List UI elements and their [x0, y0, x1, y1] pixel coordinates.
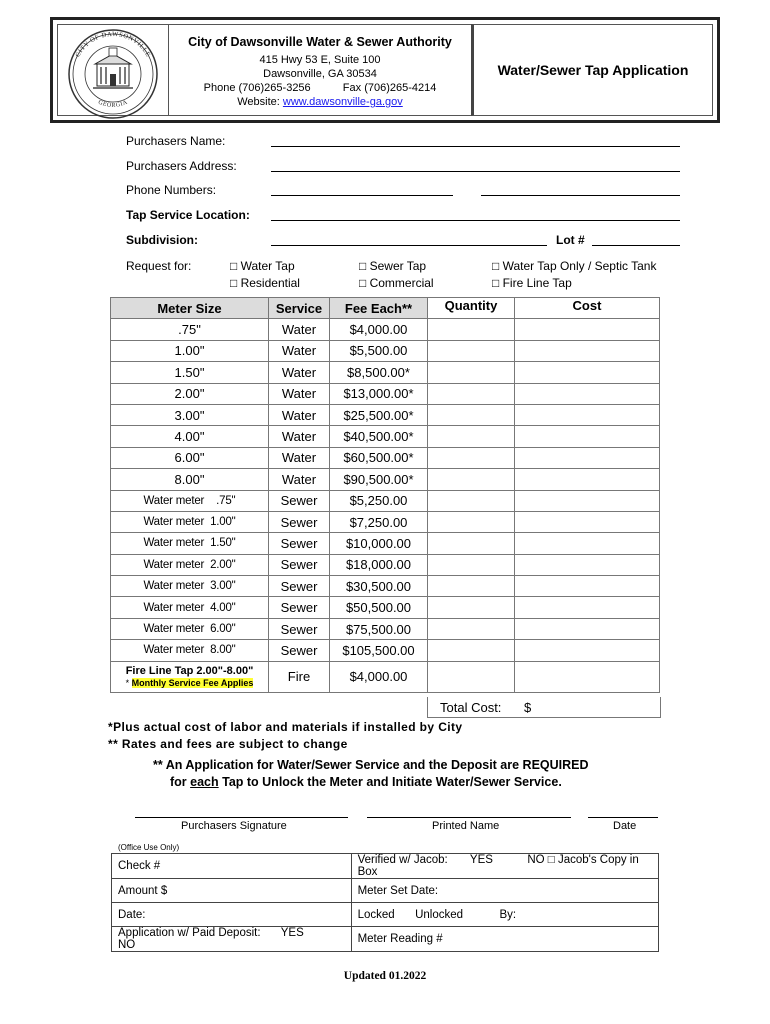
- quantity-cell[interactable]: [428, 661, 515, 692]
- water-tap-option[interactable]: [230, 259, 295, 273]
- org-contact: [169, 81, 471, 95]
- quantity-cell[interactable]: [428, 533, 515, 554]
- cost-cell[interactable]: [515, 319, 660, 340]
- meter-size-cell: 1.00": [111, 340, 269, 361]
- total-cost-box: [427, 697, 661, 718]
- cost-cell[interactable]: [515, 511, 660, 532]
- cost-cell[interactable]: [515, 618, 660, 639]
- org-address-line2: Dawsonville, GA 30534: [263, 68, 377, 80]
- purchaser-signature-line[interactable]: [135, 817, 348, 818]
- title-cell: [471, 24, 713, 116]
- quantity-cell[interactable]: [428, 597, 515, 618]
- meter-size-cell: Water meter 3.00": [111, 576, 269, 597]
- fee-row: [111, 404, 660, 425]
- requirement-pre: for: [170, 775, 191, 789]
- fee-row: [111, 319, 660, 340]
- purchaser-address-line[interactable]: [271, 171, 680, 172]
- meter-size-header: Meter Size: [111, 298, 269, 319]
- meter-size-cell: 3.00": [111, 404, 269, 425]
- service-cell: Sewer: [269, 511, 330, 532]
- service-cell: Water: [269, 404, 330, 425]
- total-cost-label: Total Cost:: [440, 700, 502, 715]
- meter-size-cell: Water meter 6.00": [111, 618, 269, 639]
- office-row: [112, 903, 659, 927]
- lock-status-cell[interactable]: [351, 903, 658, 927]
- phone-numbers-label: Phone Numbers:: [126, 183, 217, 197]
- residential-option[interactable]: [230, 276, 300, 290]
- checkbox-icon[interactable]: □: [359, 276, 367, 290]
- app-paid-yes[interactable]: YES: [280, 927, 304, 939]
- quantity-cell[interactable]: [428, 383, 515, 404]
- cost-cell[interactable]: [515, 426, 660, 447]
- cost-cell[interactable]: [515, 362, 660, 383]
- quantity-cell[interactable]: [428, 362, 515, 383]
- meter-set-date-cell[interactable]: Meter Set Date:: [351, 879, 658, 903]
- service-cell: Sewer: [269, 554, 330, 575]
- phone-number-line-1[interactable]: [271, 195, 453, 196]
- fire-line-label: Fire Line Tap: [502, 276, 572, 290]
- verified-yes[interactable]: YES: [469, 854, 493, 866]
- fee-cell: $50,500.00: [330, 597, 428, 618]
- check-number-cell[interactable]: Check #: [112, 854, 352, 879]
- fire-size-cell: [111, 661, 269, 692]
- fire-line-option[interactable]: [492, 276, 572, 290]
- form-title: Water/Sewer Tap Application: [497, 62, 689, 78]
- app-paid-cell[interactable]: [112, 927, 352, 952]
- fee-cell: $18,000.00: [330, 554, 428, 575]
- checkbox-icon[interactable]: □: [492, 276, 500, 290]
- tap-location-line[interactable]: [271, 220, 680, 221]
- service-cell: Water: [269, 383, 330, 404]
- fee-row: [111, 447, 660, 468]
- checkbox-icon[interactable]: □: [359, 259, 367, 273]
- requirement-post: Tap to Unlock the Meter and Initiate Water/Sewer Service.: [218, 775, 562, 789]
- unlocked-option[interactable]: Unlocked: [415, 908, 464, 921]
- org-fax: Fax (706)265-4214: [342, 82, 437, 94]
- date-cell[interactable]: Date:: [112, 903, 352, 927]
- fee-cell: $75,500.00: [330, 618, 428, 639]
- fire-note: [111, 677, 268, 689]
- quantity-cell[interactable]: [428, 511, 515, 532]
- verified-no[interactable]: NO: [527, 854, 545, 866]
- office-row: [112, 879, 659, 903]
- total-cost-value[interactable]: $: [524, 700, 532, 715]
- phone-number-line-2[interactable]: [481, 195, 680, 196]
- fee-row: [111, 490, 660, 511]
- cost-cell[interactable]: [515, 469, 660, 490]
- verified-cell[interactable]: [351, 854, 658, 879]
- quantity-cell[interactable]: [428, 618, 515, 639]
- fire-row: [111, 661, 660, 692]
- quantity-cell[interactable]: [428, 469, 515, 490]
- app-paid-no[interactable]: NO: [118, 939, 136, 951]
- printed-name-line[interactable]: [367, 817, 571, 818]
- fee-cell: $60,500.00*: [330, 447, 428, 468]
- purchaser-address-label: Purchasers Address:: [126, 159, 237, 173]
- cost-cell[interactable]: [515, 404, 660, 425]
- requirement-line-1: ** An Application for Water/Sewer Service and the Deposit are REQUIRED: [153, 758, 589, 772]
- office-row: [112, 854, 659, 879]
- office-use-table: [111, 853, 659, 952]
- checkbox-icon[interactable]: □: [492, 259, 500, 273]
- org-website: [169, 95, 471, 109]
- sewer-tap-label: Sewer Tap: [369, 259, 427, 273]
- meter-size-cell: Water meter 8.00": [111, 640, 269, 661]
- meter-size-cell: 8.00": [111, 469, 269, 490]
- meter-reading-cell[interactable]: Meter Reading #: [351, 927, 658, 952]
- service-header: Service: [269, 298, 330, 319]
- fee-cell: $30,500.00: [330, 576, 428, 597]
- meter-size-cell: 1.50": [111, 362, 269, 383]
- purchaser-name-line[interactable]: [271, 146, 680, 147]
- fee-row: [111, 340, 660, 361]
- fire-fee-cell: $4,000.00: [330, 661, 428, 692]
- purchaser-signature-label: Purchasers Signature: [181, 820, 287, 832]
- fee-cell: $7,250.00: [330, 511, 428, 532]
- fee-cell: $8,500.00*: [330, 362, 428, 383]
- jacobs-copy-checkbox[interactable]: □ Jacob's Copy in Box: [357, 854, 639, 878]
- locked-option[interactable]: Locked: [357, 908, 395, 921]
- cost-cell[interactable]: [515, 640, 660, 661]
- water-tap-label: Water Tap: [240, 259, 295, 273]
- meter-size-cell: Water meter 4.00": [111, 597, 269, 618]
- lot-label: Lot #: [556, 233, 585, 247]
- service-cell: Sewer: [269, 490, 330, 511]
- service-cell: Sewer: [269, 597, 330, 618]
- quantity-cell[interactable]: [428, 576, 515, 597]
- fee-cell: $4,000.00: [330, 319, 428, 340]
- fee-table-header: [111, 298, 660, 319]
- request-for-label: Request for:: [126, 259, 192, 273]
- service-cell: Sewer: [269, 533, 330, 554]
- fee-row: [111, 618, 660, 639]
- note-labor-cost: *Plus actual cost of labor and materials if installed by City: [108, 720, 463, 734]
- service-cell: Sewer: [269, 576, 330, 597]
- meter-size-cell: Water meter 1.00": [111, 511, 269, 532]
- cost-cell[interactable]: [515, 447, 660, 468]
- fee-row: [111, 362, 660, 383]
- org-name: City of Dawsonville Water & Sewer Authority: [188, 35, 452, 49]
- form-header: [50, 17, 720, 123]
- tap-location-label: Tap Service Location:: [126, 208, 250, 222]
- requirement-emphasis: each: [190, 775, 219, 789]
- cost-cell[interactable]: [515, 533, 660, 554]
- website-label: Website:: [237, 96, 283, 108]
- by-label: By:: [499, 908, 517, 921]
- meter-size-cell: 4.00": [111, 426, 269, 447]
- quantity-cell[interactable]: [428, 554, 515, 575]
- updated-date: Updated 01.2022: [343, 970, 427, 982]
- fee-cell: $105,500.00: [330, 640, 428, 661]
- service-cell: Water: [269, 447, 330, 468]
- fee-cell: $90,500.00*: [330, 469, 428, 490]
- fee-row: [111, 597, 660, 618]
- requirement-line-2: [170, 775, 562, 789]
- meter-size-cell: 6.00": [111, 447, 269, 468]
- printed-name-label: Printed Name: [432, 820, 500, 832]
- service-cell: Water: [269, 469, 330, 490]
- checkbox-icon[interactable]: □: [230, 276, 238, 290]
- checkbox-icon[interactable]: □: [230, 259, 238, 273]
- service-cell: Sewer: [269, 640, 330, 661]
- fee-cell: $25,500.00*: [330, 404, 428, 425]
- service-cell: Water: [269, 340, 330, 361]
- subdivision-label: Subdivision:: [126, 233, 198, 247]
- svg-text:CITY OF DAWSONVILLE: CITY OF DAWSONVILLE: [74, 30, 152, 59]
- residential-label: Residential: [240, 276, 300, 290]
- fee-row: [111, 511, 660, 532]
- office-row: [112, 927, 659, 952]
- org-info: [169, 24, 471, 116]
- website-link[interactable]: www.dawsonville-ga.gov: [282, 96, 403, 108]
- meter-size-cell: Water meter .75": [111, 490, 269, 511]
- water-only-septic-option[interactable]: [492, 259, 656, 273]
- cost-cell[interactable]: [515, 597, 660, 618]
- fee-table: [110, 297, 660, 693]
- sewer-tap-option[interactable]: [359, 259, 426, 273]
- quantity-cell[interactable]: [428, 404, 515, 425]
- logo-cell: [57, 24, 169, 116]
- fire-note-star: *: [125, 677, 132, 688]
- amount-cell[interactable]: Amount $: [112, 879, 352, 903]
- service-cell: Water: [269, 426, 330, 447]
- quantity-cell[interactable]: [428, 490, 515, 511]
- city-seal-logo: [61, 26, 165, 122]
- fee-cell: $13,000.00*: [330, 383, 428, 404]
- fee-header: Fee Each**: [330, 298, 428, 319]
- verified-label: Verified w/ Jacob:: [357, 854, 448, 866]
- quantity-cell[interactable]: [428, 447, 515, 468]
- fire-service-cell: Fire: [269, 661, 330, 692]
- fee-row: [111, 383, 660, 404]
- quantity-cell[interactable]: [428, 319, 515, 340]
- cost-cell[interactable]: [515, 554, 660, 575]
- cost-header: Cost: [515, 298, 660, 319]
- meter-size-cell: Water meter 1.50": [111, 533, 269, 554]
- fee-cell: $5,500.00: [330, 340, 428, 361]
- date-label: Date: [613, 820, 637, 832]
- date-line[interactable]: [588, 817, 658, 818]
- meter-size-cell: Water meter 2.00": [111, 554, 269, 575]
- quantity-cell[interactable]: [428, 426, 515, 447]
- fee-cell: $40,500.00*: [330, 426, 428, 447]
- quantity-cell[interactable]: [428, 340, 515, 361]
- fee-row: [111, 640, 660, 661]
- cost-cell[interactable]: [515, 383, 660, 404]
- office-use-label: (Office Use Only): [118, 843, 180, 852]
- svg-text:GEORGIA: GEORGIA: [97, 99, 129, 109]
- service-cell: Water: [269, 362, 330, 383]
- cost-cell[interactable]: [515, 490, 660, 511]
- quantity-header: Quantity: [428, 298, 515, 319]
- cost-cell[interactable]: [515, 576, 660, 597]
- service-cell: Water: [269, 319, 330, 340]
- purchaser-name-label: Purchasers Name:: [126, 134, 226, 148]
- subdivision-line[interactable]: [271, 245, 547, 246]
- fire-note-highlight: Monthly Service Fee Applies: [131, 677, 254, 688]
- fee-cell: $5,250.00: [330, 490, 428, 511]
- commercial-label: Commercial: [369, 276, 434, 290]
- fee-cell: $10,000.00: [330, 533, 428, 554]
- cost-cell[interactable]: [515, 661, 660, 692]
- org-phone: Phone (706)265-3256: [203, 82, 311, 94]
- quantity-cell[interactable]: [428, 640, 515, 661]
- fire-size-label: Fire Line Tap 2.00"-8.00": [125, 664, 254, 677]
- lot-line[interactable]: [592, 245, 680, 246]
- meter-size-cell: 2.00": [111, 383, 269, 404]
- fee-row: [111, 533, 660, 554]
- fee-row: [111, 554, 660, 575]
- app-paid-label: Application w/ Paid Deposit:: [118, 927, 261, 939]
- water-only-septic-label: Water Tap Only / Septic Tank: [502, 259, 657, 273]
- org-address-line1: 415 Hwy 53 E, Suite 100: [259, 54, 381, 66]
- fee-row: [111, 469, 660, 490]
- fee-row: [111, 426, 660, 447]
- commercial-option[interactable]: [359, 276, 434, 290]
- service-cell: Sewer: [269, 618, 330, 639]
- fee-row: [111, 576, 660, 597]
- meter-size-cell: .75": [111, 319, 269, 340]
- cost-cell[interactable]: [515, 340, 660, 361]
- note-rates-change: ** Rates and fees are subject to change: [108, 737, 348, 751]
